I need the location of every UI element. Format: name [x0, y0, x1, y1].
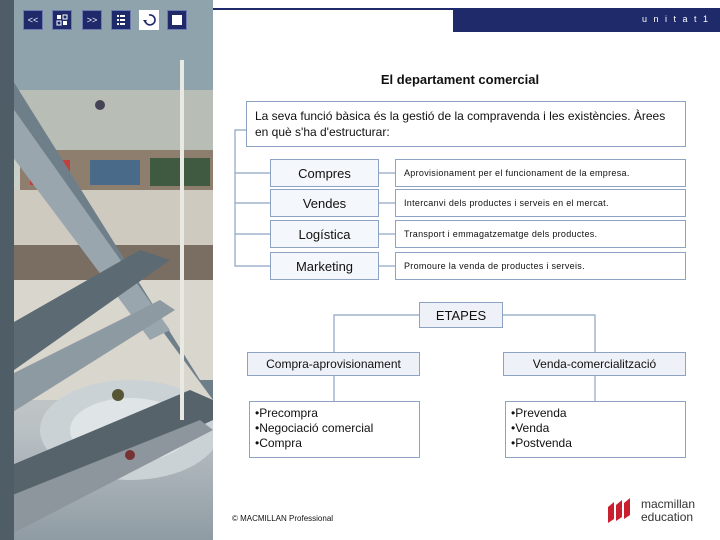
- previous-button-label: <<: [27, 15, 39, 25]
- next-button-label: >>: [86, 15, 98, 25]
- logo-line2: education: [641, 510, 694, 524]
- stage-purchase-list: [249, 401, 420, 458]
- list-item: •Prevenda: [511, 406, 567, 420]
- area-marketing-description: Promoure la venda de productes i serveis.: [395, 252, 686, 280]
- stage-purchase-title: Compra-aprovisionament: [247, 352, 420, 376]
- list-item: •Compra: [255, 436, 302, 450]
- area-vendes-description: Intercanvi dels productes i serveis en el mercat.: [395, 189, 686, 217]
- logo-line1: macmillan: [641, 497, 696, 511]
- macmillan-logo: [604, 495, 704, 529]
- list-item: •Negociació comercial: [255, 421, 374, 435]
- area-logistica: Logística: [270, 220, 379, 248]
- unit-label: u n i t a t 1: [641, 14, 710, 24]
- intro-text: La seva funció bàsica és la gestió de la compravenda i les existències. Àrees en què s'ha d'estructurar:: [246, 101, 686, 147]
- stages-heading: ETAPES: [419, 302, 503, 328]
- area-logistica-description: Transport i emmagatzematge dels productes.: [395, 220, 686, 248]
- list-item: •Postvenda: [511, 436, 572, 450]
- area-compres: Compres: [270, 159, 379, 187]
- copyright: © MACMILLAN Professional: [232, 514, 334, 523]
- stage-sales-title: Venda-comercialització: [503, 352, 686, 376]
- area-vendes: Vendes: [270, 189, 379, 217]
- logo-text: [641, 498, 695, 524]
- page-title: El departament comercial: [380, 72, 540, 87]
- area-compres-description: Aprovisionament per el funcionament de la empresa.: [395, 159, 686, 187]
- list-item: •Precompra: [255, 406, 318, 420]
- stage-sales-list: [505, 401, 686, 458]
- list-item: •Venda: [511, 421, 550, 435]
- macmillan-logo-mark: [604, 495, 636, 529]
- area-marketing: Marketing: [270, 252, 379, 280]
